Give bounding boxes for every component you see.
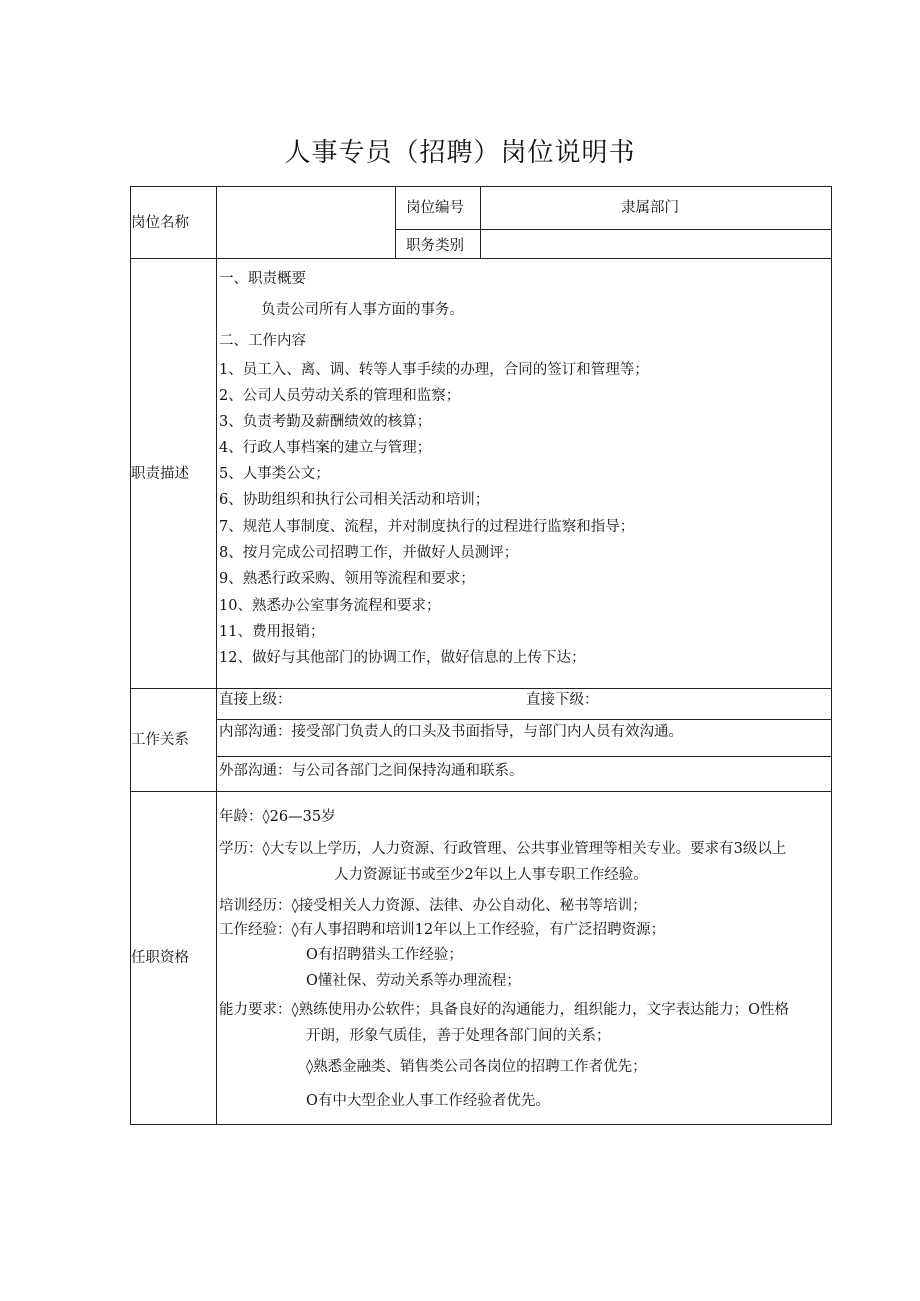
duty-item: 5、人事类公文；: [219, 466, 330, 482]
border-header-col-1: [395, 186, 396, 259]
duty-item: 12、做好与其他部门的协调工作，做好信息的上传下达；: [219, 650, 586, 666]
category-label: 职务类别: [406, 238, 464, 254]
border-bottom: [130, 1124, 832, 1125]
external-communication: 外部沟通：与公司各部门之间保持沟通和联系。: [219, 763, 524, 779]
duties-label: 职责描述: [131, 466, 189, 482]
experience-requirement-cont: O有招聘猎头工作经验；: [306, 947, 463, 963]
border-rel-1: [216, 719, 832, 720]
ability-requirement-cont: O有中大型企业人事工作经验者优先。: [306, 1093, 550, 1109]
duty-item: 10、熟悉办公室事务流程和要求；: [219, 598, 441, 614]
border-relations-bottom: [130, 791, 832, 792]
overview-heading: 一、职责概要: [219, 271, 306, 287]
duty-item: 7、规范人事制度、流程，并对制度执行的过程进行监察和指导；: [219, 519, 635, 535]
experience-requirement: 工作经验：◊有人事招聘和培训12年以上工作经验，有广泛招聘资源；: [219, 922, 666, 938]
border-top: [130, 186, 832, 187]
border-right: [831, 186, 832, 1125]
border-header-col-2: [480, 186, 481, 259]
border-rel-2: [216, 756, 832, 757]
education-requirement-cont: 人力资源证书或至少2年以上人事专职工作经验。: [334, 867, 648, 883]
duty-item: 1、员工入、离、调、转等人事手续的办理，合同的签订和管理等；: [219, 362, 649, 378]
experience-requirement-cont: O懂社保、劳动关系等办理流程；: [306, 973, 521, 989]
duty-item: 3、负责考勤及薪酬绩效的核算；: [219, 414, 432, 430]
education-requirement: 学历：◊大专以上学历，人力资源、行政管理、公共事业管理等相关专业。要求有3级以上: [219, 841, 787, 857]
age-requirement: 年龄：◊26—35岁: [219, 809, 336, 825]
content-heading: 二、工作内容: [219, 333, 306, 349]
training-requirement: 培训经历：◊接受相关人力资源、法律、办公自动化、秘书等培训；: [219, 898, 647, 914]
ability-requirement-cont: 开朗，形象气质佳，善于处理各部门间的关系；: [306, 1028, 611, 1044]
duty-item: 2、公司人员劳动关系的管理和监察；: [219, 388, 461, 404]
duty-item: 4、行政人事档案的建立与管理；: [219, 440, 432, 456]
duty-item: 9、熟悉行政采购、领用等流程和要求；: [219, 571, 475, 587]
border-header-mid: [395, 229, 832, 230]
relations-label: 工作关系: [131, 732, 189, 748]
border-left: [130, 186, 131, 1125]
ability-requirement: 能力要求：◊熟练使用办公软件；具备良好的沟通能力，组织能力，文字表达能力；O性格: [219, 1002, 790, 1018]
qualifications-label: 任职资格: [131, 950, 189, 966]
internal-communication: 内部沟通：接受部门负责人的口头及书面指导，与部门内人员有效沟通。: [219, 724, 683, 740]
overview-text: 负责公司所有人事方面的事务。: [261, 302, 464, 318]
ability-requirement-cont: ◊熟悉金融类、销售类公司各岗位的招聘工作者优先；: [306, 1059, 647, 1075]
superior-field: 直接上级：: [219, 692, 292, 708]
duty-item: 11、费用报销；: [219, 624, 325, 640]
position-no-label: 岗位编号: [406, 200, 464, 216]
border-header-bottom: [130, 258, 832, 259]
department-label: 隶属部门: [621, 200, 679, 216]
border-label-col: [216, 186, 217, 1125]
duty-item: 8、按月完成公司招聘工作，并做好人员测评；: [219, 545, 519, 561]
border-duties-bottom: [130, 688, 832, 689]
page-title: 人事专员（招聘）岗位说明书: [284, 138, 636, 168]
position-name-label: 岗位名称: [131, 215, 189, 231]
subordinate-field: 直接下级：: [526, 692, 599, 708]
duty-item: 6、协助组织和执行公司相关活动和培训；: [219, 492, 490, 508]
